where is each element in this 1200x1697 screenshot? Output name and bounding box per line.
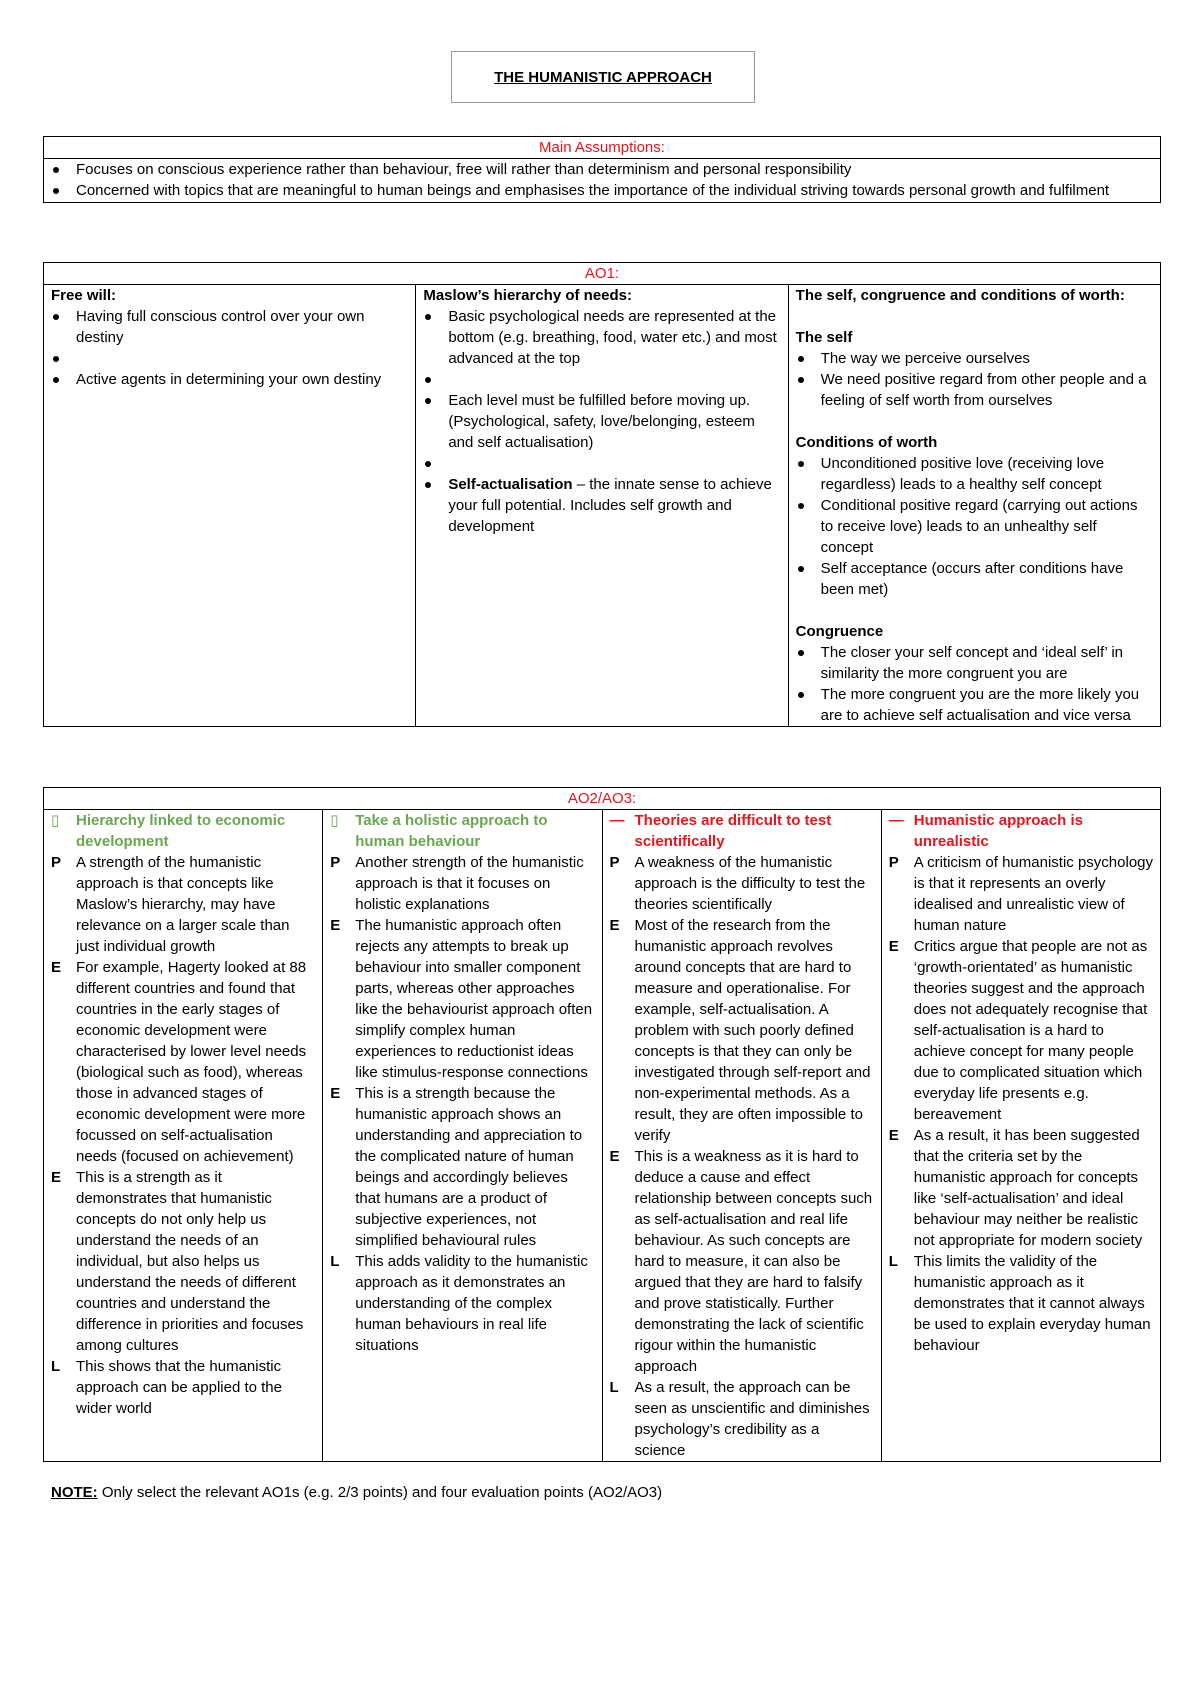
list-item: Active agents in determining your own destiny (51, 369, 408, 390)
point-key: P (888, 854, 899, 871)
point-key: L (330, 1253, 340, 1270)
strength-marker-icon: ▯ (51, 812, 60, 829)
point-key: P (330, 854, 341, 871)
point-text: A strength of the humanistic approach is that concepts like Maslow’s hierarchy, may have relevance on a larger scale than just individual growth (76, 854, 290, 955)
assumptions-heading: Main Assumptions: (44, 137, 1161, 159)
ao1-table (43, 262, 1161, 727)
point-text: This is a strength because the humanistic approach shows an understanding and appreciation to the complicated nature of human beings and accordingly believes that humans are a product of subjective experiences, not simplified behavioural rules (355, 1085, 583, 1249)
strength-marker-icon: ▯ (330, 812, 339, 829)
title-box (451, 51, 755, 103)
note-label: NOTE: (51, 1484, 98, 1501)
point-text: This adds validity to the humanistic approach as it demonstrates an understanding of the complex human behaviours in real life situations (355, 1253, 588, 1354)
eval-column (323, 810, 602, 1462)
ao2-heading: AO2/AO3: (44, 788, 1161, 810)
point-text: A criticism of humanistic psychology is that it represents an overly idealised and unrealistic view of human nature (913, 854, 1154, 934)
maslow-title: Maslow’s hierarchy of needs: (423, 287, 633, 304)
list-item: Having full conscious control over your own destiny (51, 306, 408, 348)
list-item: The more congruent you are the more likely you are to achieve self actualisation and vice versa (796, 684, 1153, 726)
point-text: For example, Hagerty looked at 88 different countries and found that countries in the early stages of economic development were characterised by lower level needs (biological such as food), whereas those in advanced stages of economic development were more focussed on self-actualisation needs (focused on achievement) (76, 959, 307, 1165)
point-key: E (51, 959, 62, 976)
point-text: This limits the validity of the humanistic approach as it demonstrates that it cannot always be used to explain everyday human behaviour (913, 1253, 1151, 1354)
eval-column (881, 810, 1160, 1462)
list-item: Each level must be fulfilled before moving up. (Psychological, safety, love/belonging, esteem and self actualisation) (423, 390, 780, 453)
note (51, 1482, 662, 1503)
point-text: As a result, the approach can be seen as unscientific and diminishes psychology’s credibility as a science (634, 1379, 870, 1459)
point-key: E (51, 1169, 62, 1186)
list-item: Conditional positive regard (carrying out actions to receive love) leads to an unhealthy self concept (796, 495, 1153, 558)
point-key: L (51, 1358, 61, 1375)
list-item: The way we perceive ourselves (796, 348, 1153, 369)
point-text: Most of the research from the humanistic approach revolves around concepts that are hard to measure and operationalise. For example, self-actualisation. A problem with such poorly defined concepts is that they can only be investigated through self-report and non-experimental methods. As a result, they are often impossible to verify (634, 917, 871, 1144)
page-title: THE HUMANISTIC APPROACH (494, 68, 712, 86)
eval-column (602, 810, 881, 1462)
ao2-table (43, 787, 1161, 1462)
point-key: E (888, 938, 899, 955)
list-item: Concerned with topics that are meaningful to human beings and emphasises the importance of the individual striving towards personal growth and fulfilment (51, 180, 1153, 201)
eval-column (44, 810, 323, 1462)
list-item: Unconditioned positive love (receiving love regardless) leads to a healthy self concept (796, 453, 1153, 495)
point-key: P (51, 854, 62, 871)
assumptions-table (43, 136, 1161, 203)
self-actualisation-term: Self-actualisation (448, 476, 573, 493)
conditions-heading: Conditions of worth (795, 434, 938, 451)
point-text: Critics argue that people are not as ‘growth-orientated’ as humanistic theories suggest and the approach does not adequately recognise that self-actualisation is a hard to achieve concept for many people due to complicated situation which everyday life presents e.g. bereavement (913, 938, 1148, 1123)
the-self-heading: The self (795, 329, 853, 346)
list-item: Self acceptance (occurs after conditions have been met) (796, 558, 1153, 600)
eval-title: Hierarchy linked to economic development (76, 812, 286, 850)
point-text: As a result, it has been suggested that the criteria set by the humanistic approach for concepts like ‘self-actualisation’ and ideal behaviour may neither be realistic not appropriate for modern society (913, 1127, 1143, 1249)
eval-title: Humanistic approach is unrealistic (913, 812, 1083, 850)
point-text: This shows that the humanistic approach can be applied to the wider world (76, 1358, 282, 1417)
point-text: This is a weakness as it is hard to deduce a cause and effect relationship between concepts such as self-actualisation and real life behaviour. As such concepts are hard to measure, it can also be argued that they are hard to falsify and prove statistically. Further demonstrating the lack of scientific rigour within the humanistic approach (634, 1148, 873, 1375)
eval-title: Theories are difficult to test scientifically (634, 812, 832, 850)
point-key: P (609, 854, 620, 871)
point-key: E (609, 1148, 620, 1165)
point-key: E (888, 1127, 899, 1144)
point-key: L (609, 1379, 619, 1396)
point-text: This is a strength as it demonstrates that humanistic concepts do not only help us understand the needs of an individual, but also helps us understand the needs of different countries and understand the difference in priorities and focuses among cultures (76, 1169, 304, 1354)
list-item: Focuses on conscious experience rather than behaviour, free will rather than determinism and personal responsibility (51, 159, 1153, 180)
point-text: Another strength of the humanistic approach is that it focuses on holistic explanations (355, 854, 584, 913)
point-key: E (609, 917, 620, 934)
weakness-marker-icon: — (609, 812, 625, 829)
assumptions-list (51, 159, 1153, 201)
list-item: The closer your self concept and ‘ideal self’ in similarity the more congruent you are (796, 642, 1153, 684)
weakness-marker-icon: — (888, 812, 904, 829)
self-actualisation-definition: – the innate sense to achieve your full potential. Includes self growth and development (448, 476, 772, 535)
point-text: A weakness of the humanistic approach is the difficulty to test the theories scientifically (634, 854, 866, 913)
list-item: Basic psychological needs are represented at the bottom (e.g. breathing, food, water etc.) and most advanced at the top (423, 306, 780, 369)
point-key: E (330, 917, 341, 934)
list-item (423, 474, 780, 537)
free-will-title: Free will: (51, 287, 117, 304)
self-title: The self, congruence and conditions of worth: (795, 287, 1125, 304)
note-text: Only select the relevant AO1s (e.g. 2/3 points) and four evaluation points (AO2/AO3) (97, 1484, 663, 1501)
ao1-heading: AO1: (44, 263, 1161, 285)
congruence-heading: Congruence (795, 623, 884, 640)
list-item: We need positive regard from other people and a feeling of self worth from ourselves (796, 369, 1153, 411)
point-key: L (888, 1253, 898, 1270)
point-key: E (330, 1085, 341, 1102)
point-text: The humanistic approach often rejects any attempts to break up behaviour into smaller component parts, whereas other approaches like the behaviourist approach often simplify complex human experiences to reductionist ideas like stimulus-response connections (355, 917, 593, 1081)
eval-title: Take a holistic approach to human behaviour (355, 812, 548, 850)
